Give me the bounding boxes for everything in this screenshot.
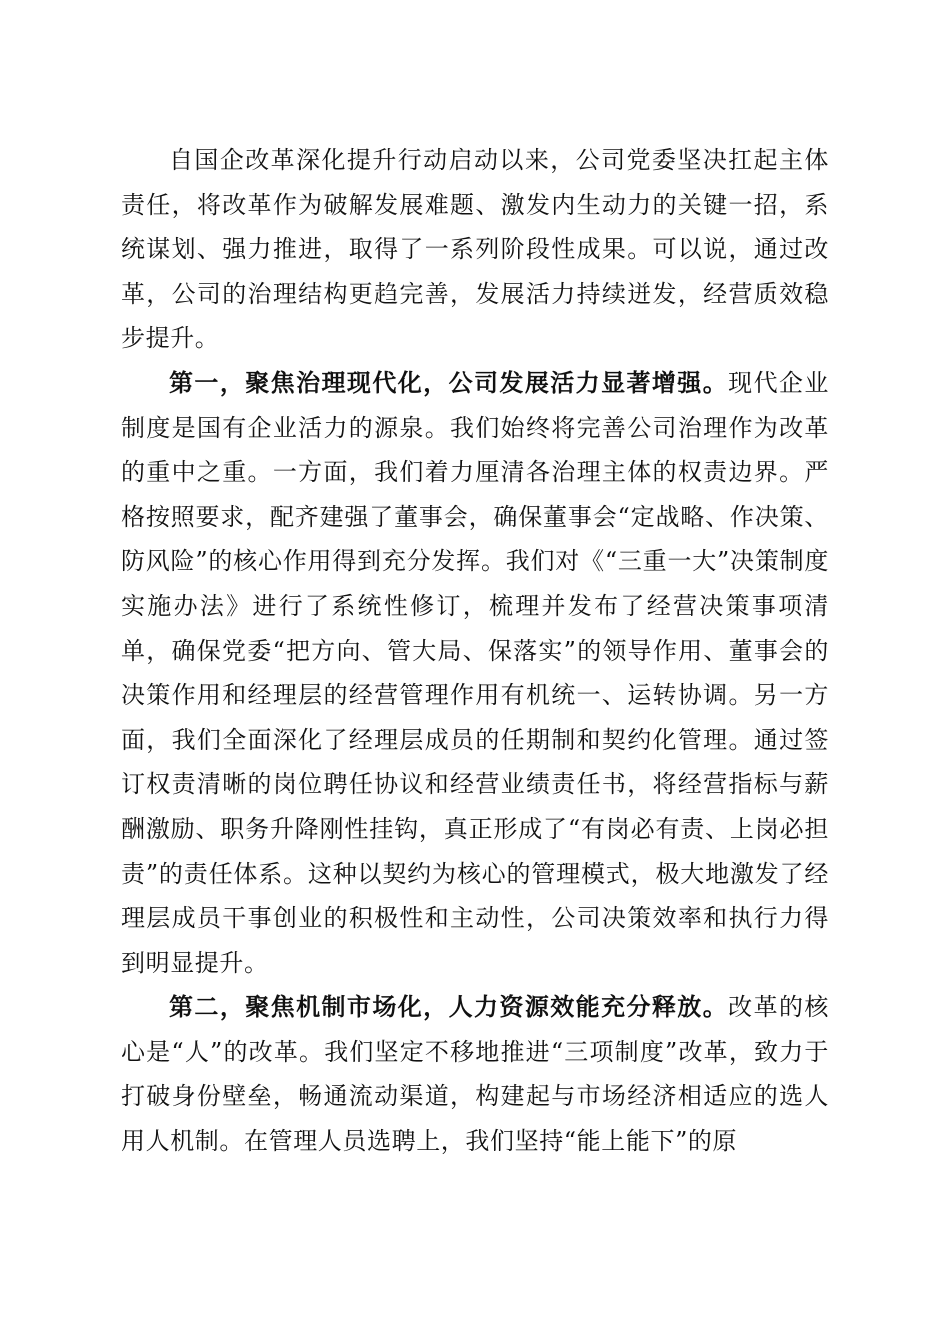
section-one-paragraph	[121, 361, 829, 985]
intro-paragraph-text: 自国企改革深化提升行动启动以来，公司党委坚决扛起主体责任，将改革作为破解发展难题、激发内生动力的关键一招，系统谋划、强力推进，取得了一系列阶段性成果。可以说，通过改革，公司的治理结构更趋完善，发展活力持续迸发，经营质效稳步提升。	[121, 146, 829, 353]
section-two-heading: 第二，聚焦机制市场化，人力资源效能充分释放。	[169, 992, 729, 1022]
section-one-heading: 第一，聚焦治理现代化，公司发展活力显著增强。	[169, 367, 729, 397]
intro-paragraph	[121, 138, 829, 361]
section-two-paragraph	[121, 985, 829, 1163]
section-two-body: 改革的核心是“人”的改革。我们坚定不移地推进“三项制度”改革，致力于打破身份壁垒，畅通流动渠道，构建起与市场经济相适应的选人用人机制。在管理人员选聘上，我们坚持“能上能下”的原	[121, 993, 830, 1156]
document-page	[121, 138, 829, 1164]
section-one-body: 现代企业制度是国有企业活力的源泉。我们始终将完善公司治理作为改革的重中之重。一方面，我们着力厘清各治理主体的权责边界。严格按照要求，配齐建强了董事会，确保董事会“定战略、作决策、防风险”的核心作用得到充分发挥。我们对《“三重一大”决策制度实施办法》进行了系统性修订，梳理并发布了经营决策事项清单，确保党委“把方向、管大局、保落实”的领导作用、董事会的决策作用和经理层的经营管理作用有机统一、运转协调。另一方面，我们全面深化了经理层成员的任期制和契约化管理。通过签订权责清晰的岗位聘任协议和经营业绩责任书，将经营指标与薪酬激励、职务升降刚性挂钩，真正形成了“有岗必有责、上岗必担责”的责任体系。这种以契约为核心的管理模式，极大地激发了经理层成员干事创业的积极性和主动性，公司决策效率和执行力得到明显提升。	[121, 368, 830, 977]
